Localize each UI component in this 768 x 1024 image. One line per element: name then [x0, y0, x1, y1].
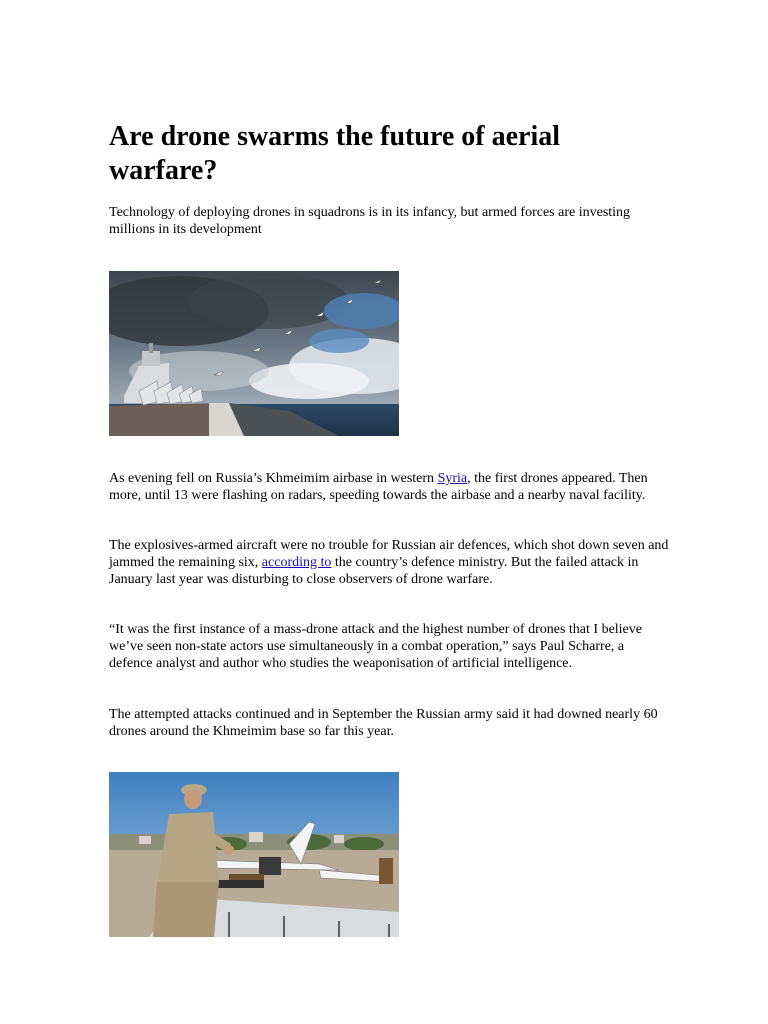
paragraph-1: [109, 470, 669, 504]
article-title: Are drone swarms the future of aerial warfare?: [109, 121, 561, 186]
paragraph-2-text-after: the country’s defence ministry. But the failed attack in January last year was disturbing to close observers of drone warfare.: [109, 555, 639, 587]
paragraph-4: The attempted attacks continued and in September the Russian army said it had downed nearly 60 drones around the Khmeimim base so far this year.: [109, 707, 658, 739]
paragraph-3: “It was the first instance of a mass-drone attack and the highest number of drones that I believe we’ve seen non-state actors use simultaneously in a combat operation,” says Paul Scharre, a defence analyst and author who studies the weaponisation of artificial intelligence.: [109, 622, 642, 671]
paragraph-1-text-before: As evening fell on Russia’s Khmeimim airbase in western: [109, 471, 438, 486]
paragraph-2: [109, 537, 669, 588]
syria-link[interactable]: Syria: [437, 471, 468, 486]
drone-launch-image: [109, 271, 399, 436]
paragraph-1-text-after: , the first drones appeared. Then more, until 13 were flashing on radars, speeding towards the airbase and a nearby naval facility.: [109, 471, 648, 503]
drone-launch-photo: [109, 271, 399, 436]
paragraph-2-text-before: The explosives-armed aircraft were no trouble for Russian air defences, which shot down seven and jammed the remaining six,: [109, 538, 669, 570]
soldier-drones-photo: [109, 772, 399, 937]
soldier-drones-image: [109, 772, 399, 937]
according-to-link[interactable]: according to: [261, 555, 332, 570]
article-standfirst: Technology of deploying drones in squadrons is in its infancy, but armed forces are investing millions in its development: [109, 205, 631, 237]
